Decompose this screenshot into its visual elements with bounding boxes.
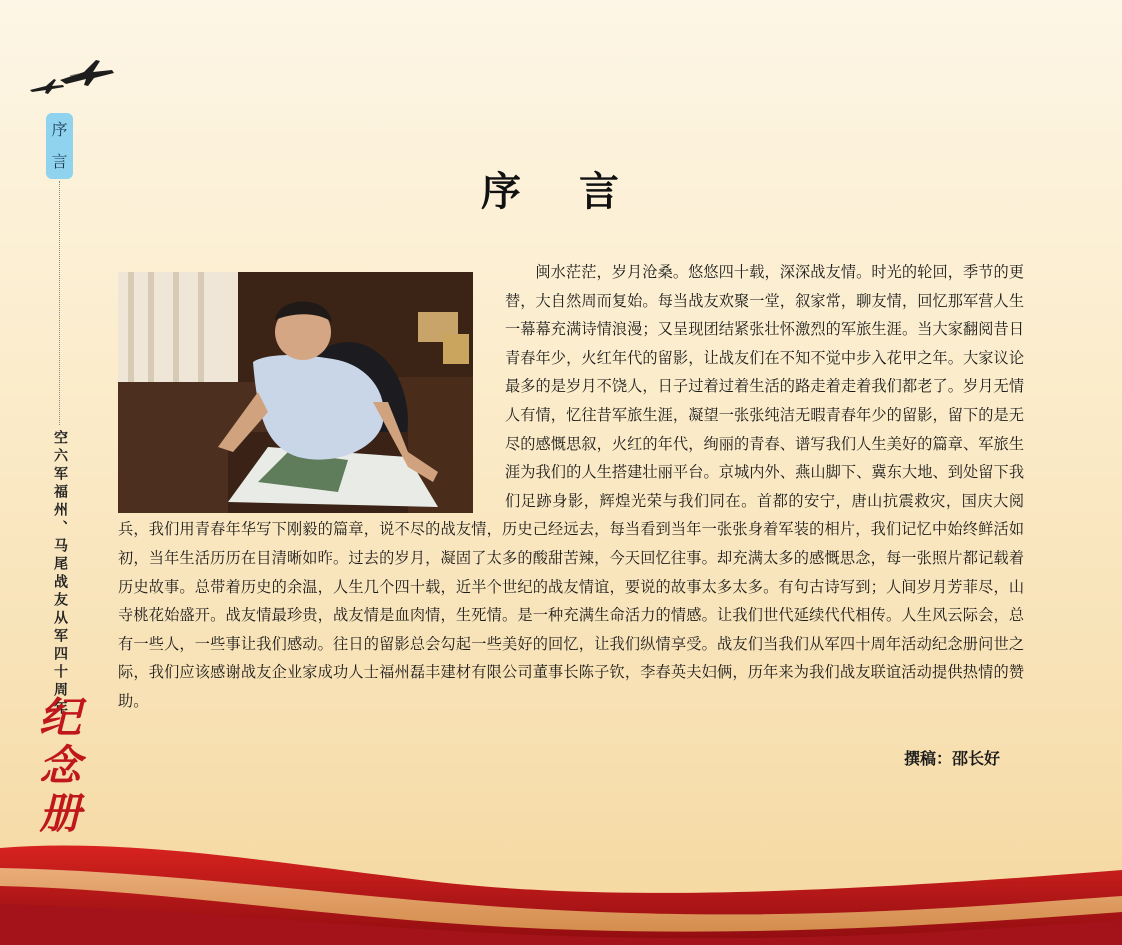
book-vertical-title: 空六军福州、马尾战友从军四十周年 <box>52 430 68 718</box>
bottom-red-wave <box>0 820 1122 945</box>
page-title: 序 言 <box>481 168 641 215</box>
section-tab-char: 序 <box>51 120 68 139</box>
memorial-char-2: 念 <box>38 741 82 790</box>
author-credit: 撰稿：邵长好 <box>903 749 1000 768</box>
preface-body: 闽水茫茫，岁月沧桑。悠悠四十载，深深战友情。时光的轮回，季节的更替，大自然周而复始。每当战友欢聚一堂，叙家常，聊友情，回忆那军营人生一幕幕充满诗情浪漫；又呈现团结紧张壮怀激烈的军旅生涯。当大家翻阅昔日青春年少，火红年代的留影，让战友们在不知不觉中步入花甲之年。大家议论最多的是岁月不饶人，日子过着过着生活的路走着走着我们都老了。岁月无情人有情，忆往昔军旅生涯，凝望一张张纯洁无暇青春年少的留影，留下的是无尽的感慨思叙，火红的年代，绚丽的青春、谱写我们人生美好的篇章、军旅生涯为我们的人生搭建壮丽平台。京城内外、燕山脚下、冀东大地、到处留下我们足跡身影，辉煌光荣与我们同在。首都的安宁，唐山抗震救灾，国庆大阅兵，我们用青春年华写下刚毅的篇章，说不尽的战友情，历史己经远去，每当看到当年一张张身着军装的相片，我们记忆中始终鲜活如初，当年生活历历在目清晰如昨。过去的岁月，凝固了太多的酸甜苦辣，今天回忆往事。却充满太多的感慨思念，每一张照片都记载着历史故事。总带着历史的余温，人生几个四十载，近半个世纪的战友情谊，要说的故事太多太多。有句古诗写到；人间岁月芳菲尽，山寺桃花始盛开。战友情最珍贵，战友情是血肉情，生死情。是一种充满生命活力的情感。让我们世代延续代代相传。人生风云际会，总有一些人，一些事让我们感动。往日的留影总会勾起一些美好的回忆，让我们纵情享受。战友们当我们从军四十周年活动纪念册问世之际，我们应该感谢战友企业家成功人士福州磊丰建材有限公司董事长陈子钦，李春英夫妇俩，历年来为我们战友联谊活动提供热情的赞助。 <box>118 263 1024 710</box>
memorial-char-3: 册 <box>38 789 82 838</box>
memorial-calligraphy <box>32 688 88 838</box>
dotted-divider <box>59 181 60 425</box>
fighter-jets-icon <box>26 54 118 98</box>
section-tab-char: 言 <box>51 152 68 171</box>
memorial-char-1: 纪 <box>38 693 82 742</box>
photo-spacer <box>118 258 505 514</box>
preface-article <box>118 258 1024 716</box>
